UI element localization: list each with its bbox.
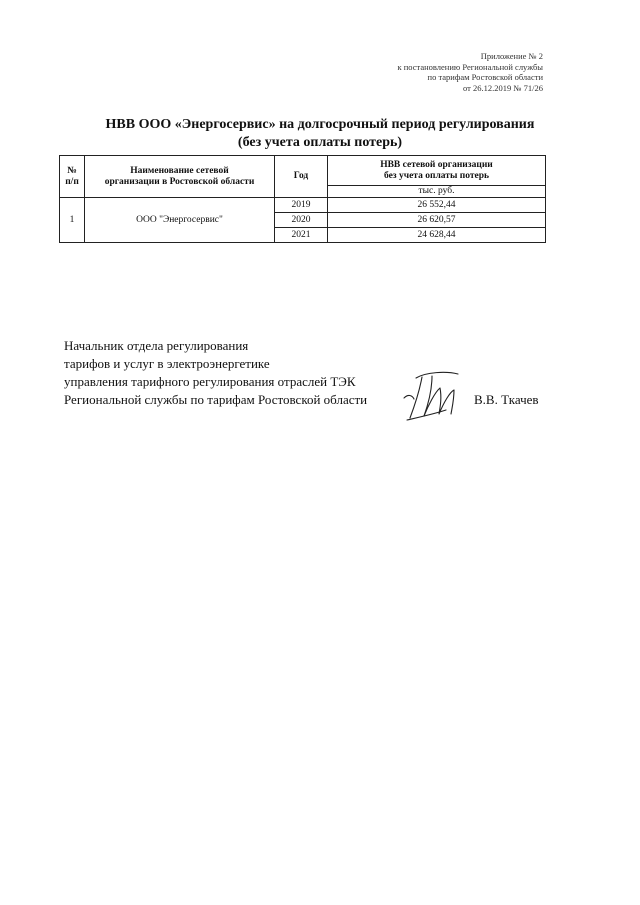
appendix-line: от 26.12.2019 № 71/26 [463, 82, 543, 93]
header-nvv [328, 156, 546, 186]
title-line: НВВ ООО «Энергосервис» на долгосрочный период регулирования [105, 117, 535, 132]
appendix-note [303, 51, 543, 93]
header-units: тыс. руб. [328, 186, 546, 198]
row-number: 1 [60, 198, 85, 243]
signatory-name: В.В. Ткачев [474, 392, 539, 407]
signatory-line: Начальник отдела регулирования [64, 338, 249, 353]
org-name-cell: ООО "Энергосервис" [85, 198, 275, 243]
year-cell: 2019 [275, 198, 328, 213]
header-nvv-line1: НВВ сетевой организации [380, 159, 493, 170]
appendix-line: Приложение № 2 [480, 51, 543, 61]
header-num-line2: п/п [65, 176, 79, 187]
year-cell: 2020 [275, 213, 328, 228]
signatory-line: тарифов и услуг в электроэнергетике [64, 356, 270, 371]
value-cell: 26 552,44 [328, 198, 546, 213]
header-org-line2: организации в Ростовской области [104, 176, 255, 187]
table-row [60, 198, 546, 213]
value-cell: 26 620,57 [328, 213, 546, 228]
title-line: (без учета оплаты потерь) [237, 135, 403, 150]
appendix-line: по тарифам Ростовской области [427, 72, 543, 82]
table-header-row [60, 156, 546, 186]
header-num-line1: № [67, 165, 77, 176]
header-nvv-line2: без учета оплаты потерь [383, 170, 490, 181]
signatory-line: Региональной службы по тарифам Ростовской области [64, 392, 368, 407]
header-org-line1: Наименование сетевой [130, 165, 229, 176]
header-num [60, 156, 85, 198]
year-cell: 2021 [275, 228, 328, 243]
header-org-name [85, 156, 275, 198]
header-year: Год [275, 156, 328, 198]
document-title [60, 116, 580, 152]
signatory-line: управления тарифного регулирования отраслей ТЭК [64, 374, 356, 389]
value-cell: 24 628,44 [328, 228, 546, 243]
nvv-table [59, 155, 546, 243]
signatory-title [64, 337, 404, 409]
appendix-line: к постановлению Региональной службы [397, 61, 543, 72]
handwritten-signature [402, 368, 468, 426]
